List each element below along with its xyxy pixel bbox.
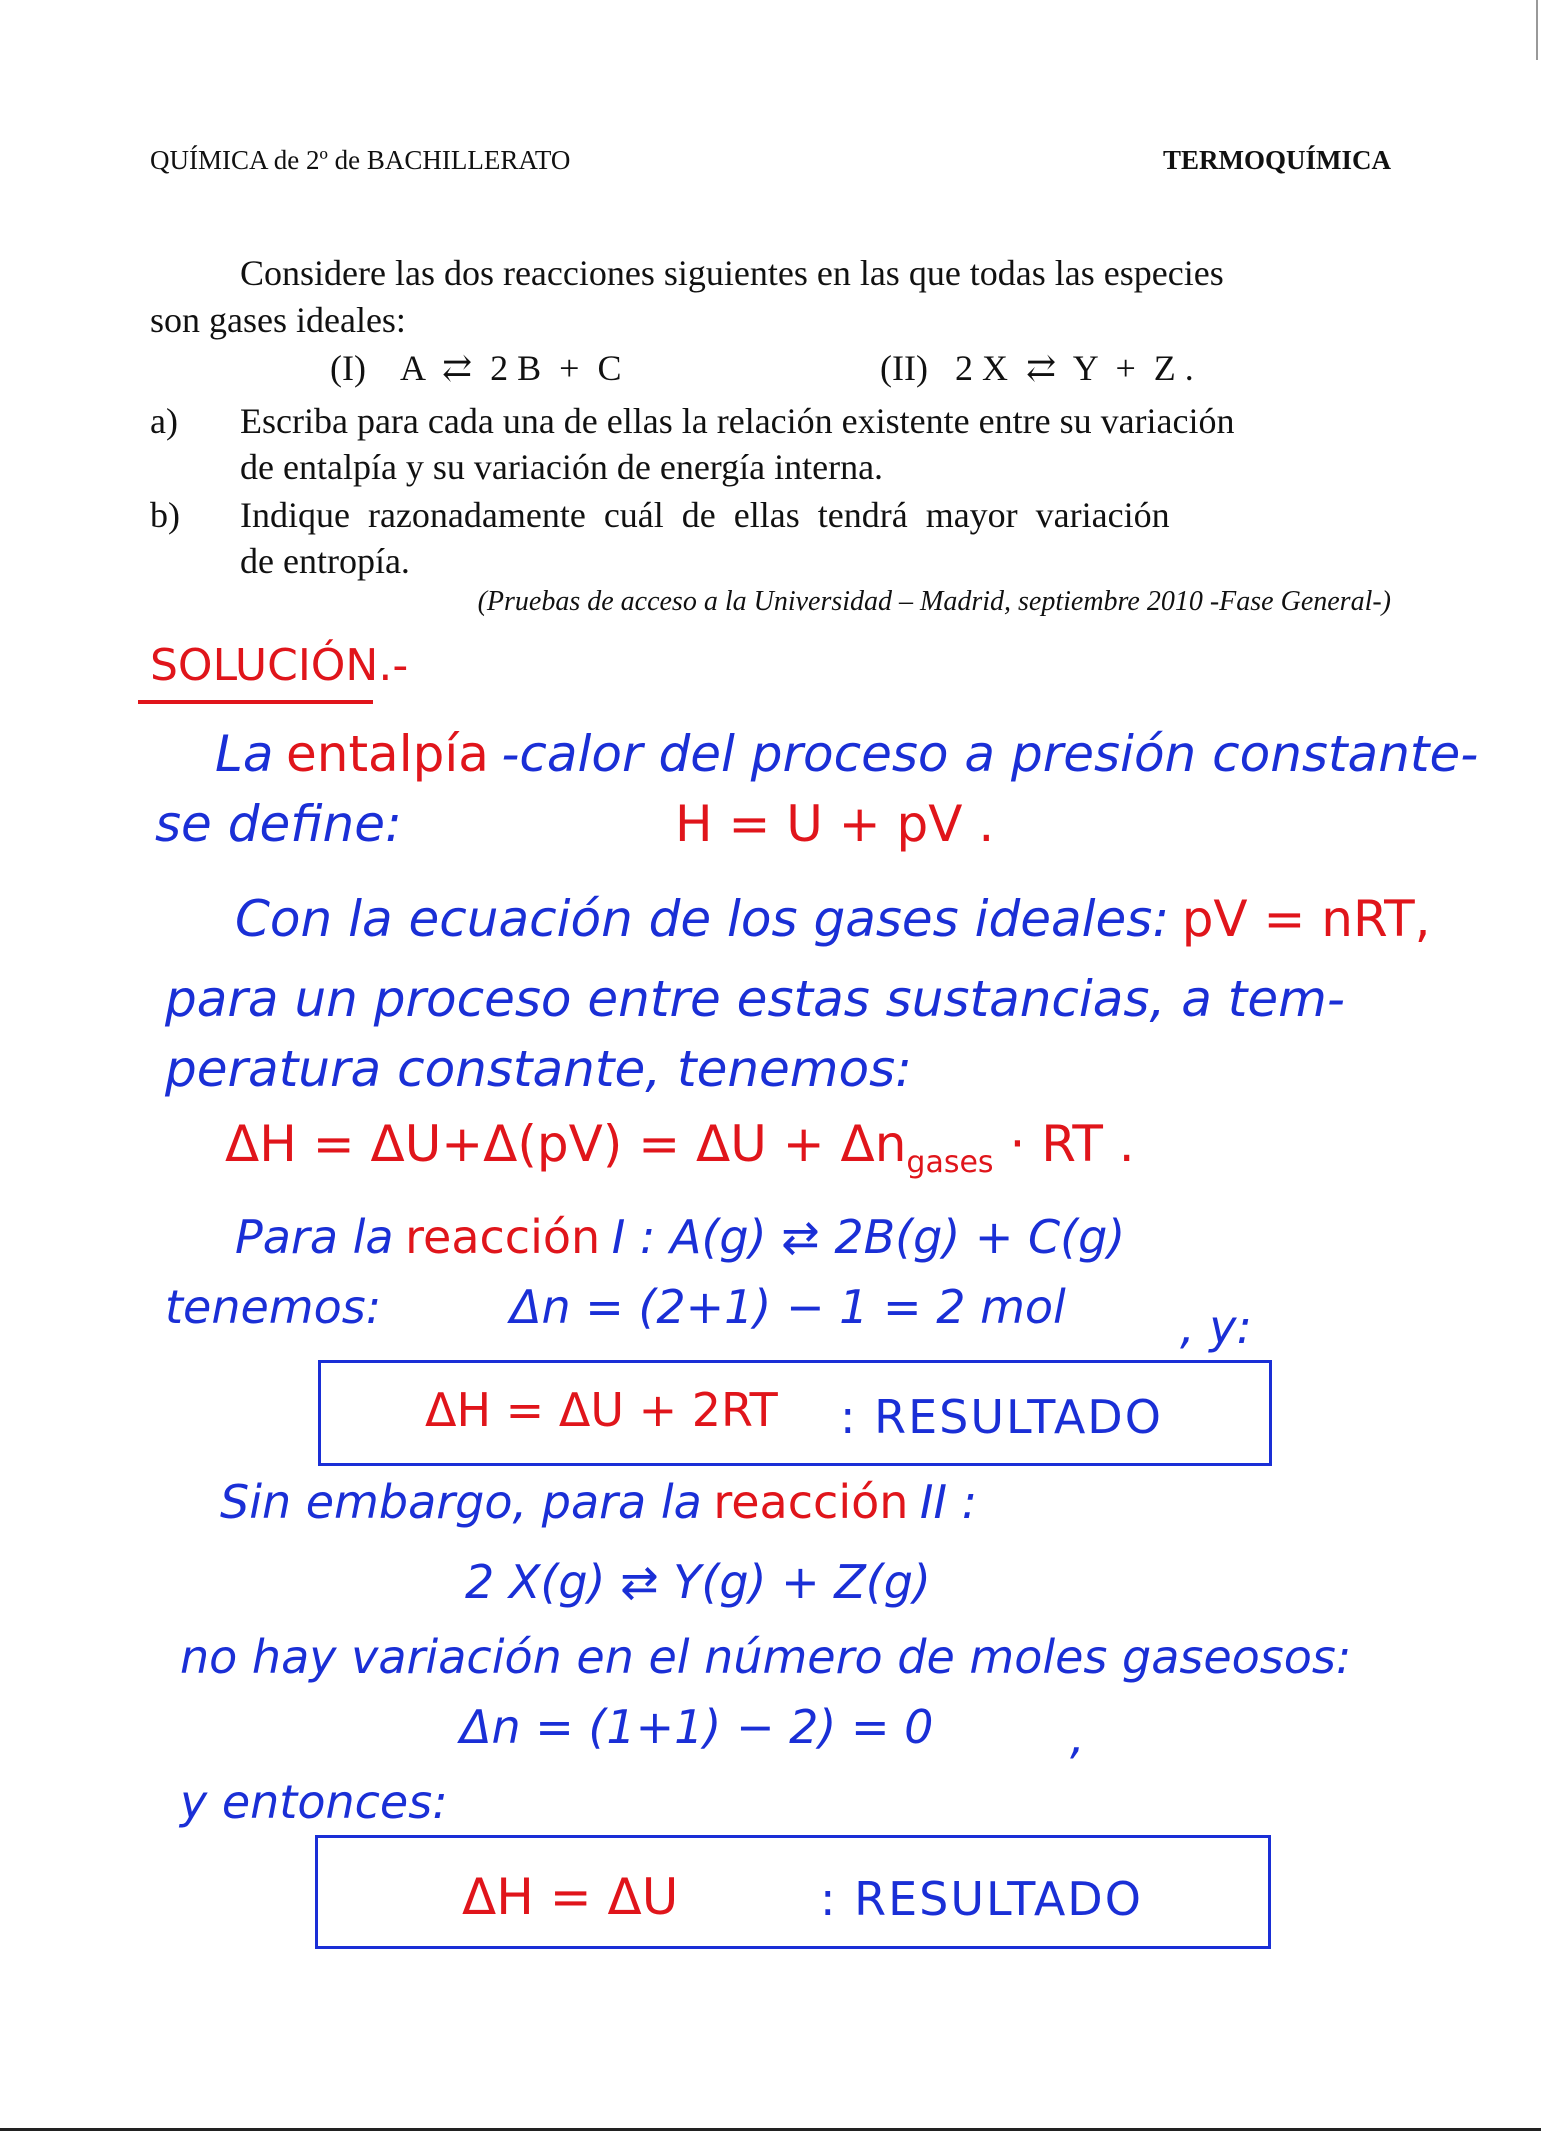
sol-l10: 2 X(g) ⇄ Y(g) + Z(g) bbox=[465, 1555, 931, 1609]
result-2-label: : RESULTADO bbox=[820, 1872, 1143, 1926]
sol-l11: no hay variación en el número de moles gaseosos: bbox=[180, 1630, 1352, 1684]
sol-l12-comma: , bbox=[1070, 1710, 1085, 1764]
sol-l6-sub: gases bbox=[906, 1145, 994, 1180]
sol-l6-formula-b: · RT . bbox=[1009, 1115, 1135, 1173]
item-b-line2: de entropía. bbox=[240, 541, 410, 581]
problem-intro-line1: Considere las dos reacciones siguientes en las que todas las especies bbox=[240, 253, 1224, 293]
item-a-label: a) bbox=[150, 401, 178, 441]
item-b-label: b) bbox=[150, 495, 180, 535]
scan-bottom-edge bbox=[0, 2128, 1541, 2131]
sol-l3-text: Con la ecuación de los gases ideales: bbox=[235, 890, 1170, 948]
sol-l1-text-c: -calor del proceso a presión constante- bbox=[501, 725, 1479, 783]
sol-line-7 bbox=[235, 1210, 1125, 1264]
sol-l2-formula: H = U + pV . bbox=[675, 795, 995, 853]
sol-l12: Δn = (1+1) − 2) = 0 bbox=[460, 1700, 934, 1754]
solution-title: SOLUCIÓN.- bbox=[150, 640, 409, 691]
sol-l8-comma: , y: bbox=[1180, 1300, 1252, 1354]
sol-line-9 bbox=[220, 1475, 977, 1529]
sol-l1-entalpia: entalpía bbox=[286, 725, 489, 783]
header-topic: TERMOQUÍMICA bbox=[1163, 145, 1391, 175]
sol-l9-roman: II : bbox=[919, 1475, 978, 1529]
problem-intro-line2: son gases ideales: bbox=[150, 300, 406, 340]
sol-l6-formula-a: ΔH = ΔU+Δ(pV) = ΔU + Δn bbox=[225, 1115, 907, 1173]
solution-title-underline bbox=[138, 700, 373, 704]
sol-l1-text-a: La bbox=[215, 725, 274, 783]
sol-l7-text: Para la bbox=[235, 1210, 394, 1264]
sol-l5: peratura constante, tenemos: bbox=[165, 1040, 912, 1098]
sol-l9-text: Sin embargo, para la bbox=[220, 1475, 702, 1529]
sol-l4: para un proceso entre estas sustancias, a tem- bbox=[165, 970, 1345, 1028]
sol-l9-reaccion: reacción bbox=[713, 1475, 909, 1529]
result-1-formula: ΔH = ΔU + 2RT bbox=[425, 1383, 778, 1437]
result-1-label: : RESULTADO bbox=[840, 1390, 1163, 1444]
item-a-line2: de entalpía y su variación de energía interna. bbox=[240, 447, 884, 487]
sol-l7-equation: I : A(g) ⇄ 2B(g) + C(g) bbox=[611, 1210, 1126, 1264]
reaction-ii: (II) 2 X ⇄ Y + Z . bbox=[880, 348, 1194, 388]
sol-l2-text: se define: bbox=[155, 795, 402, 853]
sol-line-3 bbox=[235, 890, 1431, 948]
header-course: QUÍMICA de 2º de BACHILLERATO bbox=[150, 145, 571, 175]
result-2-formula: ΔH = ΔU bbox=[462, 1868, 679, 1926]
sol-l3-formula: pV = nRT, bbox=[1181, 890, 1431, 948]
sol-l8-text: tenemos: bbox=[165, 1280, 382, 1334]
scan-corner-edge bbox=[1536, 0, 1538, 60]
item-a-line1: Escriba para cada una de ellas la relación existente entre su variación bbox=[240, 401, 1235, 441]
item-b-line1: Indique razonadamente cuál de ellas tendrá mayor variación bbox=[240, 495, 1170, 535]
source-note: (Pruebas de acceso a la Universidad – Madrid, septiembre 2010 -Fase General-) bbox=[477, 586, 1391, 617]
reaction-i: (I) A ⇄ 2 B + C bbox=[330, 348, 622, 388]
sol-l8-formula: Δn = (2+1) − 1 = 2 mol bbox=[510, 1280, 1066, 1334]
sol-l7-reaccion: reacción bbox=[405, 1210, 601, 1264]
sol-l6 bbox=[225, 1115, 1135, 1180]
sol-l13: y entonces: bbox=[180, 1775, 448, 1829]
sol-line-1 bbox=[215, 725, 1478, 783]
